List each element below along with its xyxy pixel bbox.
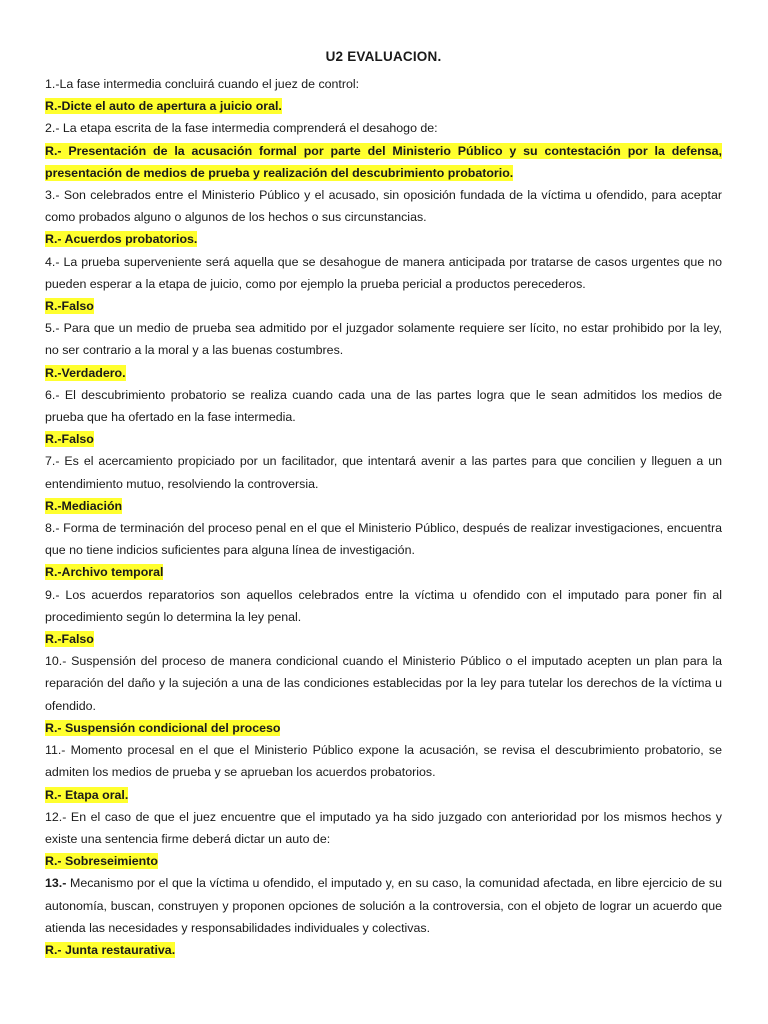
question-body: Son celebrados entre el Ministerio Público y el acusado, sin oposición fundada de la víctima u ofendido, para aceptar como probados alguno o algunos de los hechos o sus circunstancias. bbox=[45, 188, 722, 225]
question-number: 10.- bbox=[45, 654, 67, 669]
answer-highlight: R.-Falso bbox=[45, 299, 94, 314]
question-body: Los acuerdos reparatorios son aquellos celebrados entre la víctima u ofendido con el imputado para poner fin al procedimiento según lo determina la ley penal. bbox=[45, 587, 722, 624]
question-text bbox=[45, 450, 722, 494]
answer-highlight: R.- Junta restaurativa. bbox=[45, 942, 176, 957]
document-title: U2 EVALUACION. bbox=[325, 49, 442, 64]
answer-text bbox=[45, 495, 722, 517]
question-number: 8.- bbox=[45, 521, 60, 536]
question-body: Forma de terminación del proceso penal en el que el Ministerio Público, después de realizar investigaciones, encuentra que no tiene indicios suficientes para alguna línea de investigación. bbox=[45, 521, 722, 558]
question-number: 13.- bbox=[45, 876, 67, 891]
question-item-9 bbox=[45, 584, 722, 651]
answer-highlight: R.- Acuerdos probatorios. bbox=[45, 232, 198, 247]
question-number: 6.- bbox=[45, 387, 60, 402]
answer-text bbox=[45, 850, 722, 872]
answer-highlight: R.-Falso bbox=[45, 432, 94, 447]
question-text bbox=[45, 806, 722, 850]
question-body: La etapa escrita de la fase intermedia comprenderá el desahogo de: bbox=[59, 121, 438, 136]
question-number: 9.- bbox=[45, 587, 60, 602]
question-text bbox=[45, 117, 722, 139]
question-item-8 bbox=[45, 517, 722, 584]
question-number: 7.- bbox=[45, 454, 60, 469]
answer-text bbox=[45, 228, 722, 250]
answer-highlight: R.- Etapa oral. bbox=[45, 787, 129, 802]
question-text bbox=[45, 872, 722, 939]
answer-text bbox=[45, 362, 722, 384]
question-body: En el caso de que el juez encuentre que el imputado ya ha sido juzgado con anterioridad por los mismos hechos y existe una sentencia firme deberá dictar un auto de: bbox=[45, 809, 722, 846]
answer-text bbox=[45, 95, 722, 117]
question-number: 5.- bbox=[45, 321, 60, 336]
question-item-4 bbox=[45, 251, 722, 318]
answer-text bbox=[45, 717, 722, 739]
question-number: 12.- bbox=[45, 809, 67, 824]
question-item-13 bbox=[45, 872, 722, 961]
answer-text bbox=[45, 939, 722, 961]
question-body: Es el acercamiento propiciado por un facilitador, que intentará avenir a las partes para que concilien y lleguen a un entendimiento mutuo, resolviendo la controversia. bbox=[45, 454, 722, 491]
question-text bbox=[45, 517, 722, 561]
answer-highlight: R.-Archivo temporal bbox=[45, 565, 164, 580]
question-number: 3.- bbox=[45, 188, 60, 203]
question-body: Momento procesal en el que el Ministerio Público expone la acusación, se revisa el descubrimiento probatorio, se admiten los medios de prueba y se aprueban los acuerdos probatorios. bbox=[45, 743, 722, 780]
question-text bbox=[45, 650, 722, 717]
answer-text bbox=[45, 140, 722, 184]
question-text bbox=[45, 739, 722, 783]
question-item-2 bbox=[45, 117, 722, 184]
answer-text bbox=[45, 295, 722, 317]
question-text bbox=[45, 184, 722, 228]
question-body: Para que un medio de prueba sea admitido por el juzgador solamente requiere ser lícito, no estar prohibido por la ley, no ser contrario a la moral y a las buenas costumbres. bbox=[45, 321, 722, 358]
answer-highlight: R.-Dicte el auto de apertura a juicio oral. bbox=[45, 99, 282, 114]
question-item-6 bbox=[45, 384, 722, 451]
question-item-5 bbox=[45, 317, 722, 384]
question-body: La fase intermedia concluirá cuando el juez de control: bbox=[59, 77, 360, 91]
question-text bbox=[45, 384, 722, 428]
question-number: 11.- bbox=[45, 743, 66, 758]
question-text bbox=[45, 251, 722, 295]
question-number: 1.- bbox=[45, 77, 60, 91]
answer-text bbox=[45, 628, 722, 650]
question-body: Mecanismo por el que la víctima u ofendido, el imputado y, en su caso, la comunidad afectada, en libre ejercicio de su autonomía, buscan, construyen y proponen opciones de solución a la controversia, con el objeto de lograr un acuerdo que atienda las necesidades y responsabilidades individuales y colectivas. bbox=[45, 876, 722, 935]
answer-text bbox=[45, 428, 722, 450]
answer-highlight: R.- Presentación de la acusación formal por parte del Ministerio Público y su contestación por la defensa, presentación de medios de prueba y realización del descubrimiento probatorio. bbox=[45, 143, 722, 180]
question-item-12 bbox=[45, 806, 722, 873]
answer-text bbox=[45, 784, 722, 806]
answer-highlight: R.-Falso bbox=[45, 632, 94, 647]
question-text bbox=[45, 317, 722, 361]
question-text bbox=[45, 584, 722, 628]
question-item-1 bbox=[45, 73, 722, 117]
question-item-11 bbox=[45, 739, 722, 806]
answer-highlight: R.-Verdadero. bbox=[45, 365, 126, 380]
question-number: 4.- bbox=[45, 254, 60, 269]
answer-text bbox=[45, 561, 722, 583]
question-item-7 bbox=[45, 450, 722, 517]
answer-highlight: R.-Mediación bbox=[45, 498, 123, 513]
answer-highlight: R.- Sobreseimiento bbox=[45, 854, 158, 869]
answer-highlight: R.- Suspensión condicional del proceso bbox=[45, 720, 281, 735]
question-item-10 bbox=[45, 650, 722, 739]
question-body: El descubrimiento probatorio se realiza cuando cada una de las partes logra que le sean admitidos los medios de prueba que ha ofertado en la fase intermedia. bbox=[45, 387, 722, 425]
question-body: Suspensión del proceso de manera condicional cuando el Ministerio Público o el imputado acepten un plan para la reparación del daño y la sujeción a una de las condiciones establecidas por la ley para tutelar los derechos de la víctima u ofendido. bbox=[45, 654, 722, 713]
question-body: La prueba superveniente será aquella que se desahogue de manera anticipada por tratarse de casos urgentes que no pueden esperar a la etapa de juicio, como por ejemplo la prueba pericial a productos perecederos. bbox=[45, 254, 722, 291]
question-text bbox=[45, 73, 722, 95]
question-number: 2.- bbox=[45, 121, 60, 136]
question-item-3 bbox=[45, 184, 722, 251]
